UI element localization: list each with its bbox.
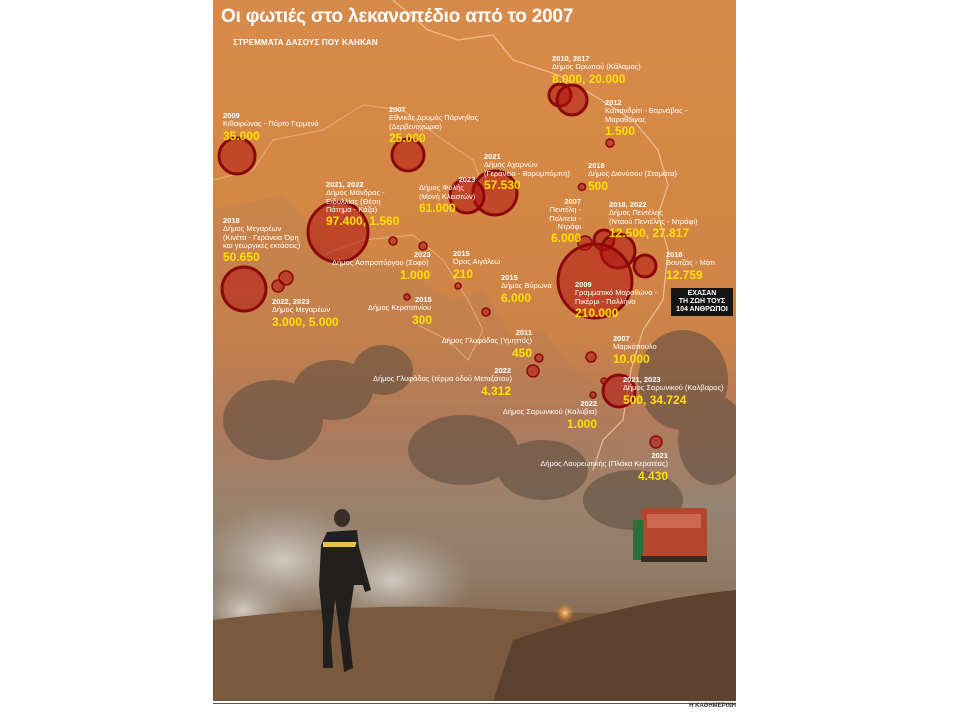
fire-value: 57.530 — [484, 177, 521, 192]
fire-circle-lavreotiki — [650, 436, 662, 448]
fire-label-aspropyrgos — [332, 251, 431, 282]
fire-label-penteli-2007 — [545, 198, 581, 245]
fire-label-lavreotiki — [531, 452, 668, 483]
fire-place: Δήμος Μεγαρέων — [272, 305, 331, 315]
fire-circle-megara1 — [222, 267, 266, 311]
fire-year: 2010, 2017 — [552, 54, 590, 63]
fire-value: 1.500 — [605, 123, 636, 138]
fire-place: (Κινέτα - Γεράνεια Όρη — [223, 232, 299, 242]
fire-place: Βουτζάς - Μάτι — [666, 258, 715, 268]
fire-circle-mati — [634, 255, 656, 277]
fire-year: 2011 — [515, 328, 532, 337]
fire-value: 61.000 — [419, 200, 456, 215]
fire-place: (Δερβενοχώρια) — [389, 121, 442, 131]
fire-value: 4.312 — [480, 383, 511, 398]
fire-value: 4.430 — [637, 468, 668, 483]
fire-circle-saronikos2 — [590, 392, 596, 398]
fire-label-ymittos-2011 — [429, 329, 532, 360]
fire-place: Καπανδρίτι - Βαρνάβας - — [605, 106, 688, 116]
fire-circle-ymittos1 — [535, 354, 543, 362]
fire-place: (Νταού Πεντέλης - Ντράφι) — [609, 216, 698, 226]
fire-place: Δήμος Βύρωνα — [501, 281, 552, 291]
fire-value: 50.650 — [223, 250, 260, 264]
fire-place: Δήμος Διονύσου (Σταμάτα) — [588, 169, 677, 179]
fire-label-keratsini — [368, 296, 432, 327]
fire-label-fyli — [419, 176, 475, 215]
fire-label-mandra — [326, 181, 399, 228]
fire-year: 2021, 2023 — [623, 375, 661, 384]
fire-label-penteli-2018 — [609, 201, 698, 240]
fire-year: 2007 — [564, 197, 581, 206]
fire-value: 450 — [511, 345, 532, 360]
fire-place: Δήμος Σαρωνικού (Καλβαρος) — [623, 383, 724, 393]
death-toll-line: ΤΗ ΖΩΗ ΤΟΥΣ — [678, 298, 726, 306]
fire-place: Γραμματικό Μαραθώνα - — [575, 288, 658, 298]
infographic-map — [213, 0, 736, 701]
fire-label-saronikos-2022 — [493, 400, 597, 431]
fire-value: 1.000 — [400, 267, 431, 282]
fire-label-oropos — [552, 55, 641, 86]
fire-year: 2007 — [613, 334, 630, 343]
fire-value: 6.000 — [501, 290, 532, 305]
fire-year: 2018 — [588, 161, 605, 170]
fire-value: 1.000 — [566, 416, 597, 431]
fire-year: 2015 — [415, 295, 432, 304]
fire-year: 2022 — [580, 399, 597, 408]
fire-label-markopoulo — [613, 335, 657, 366]
fire-place: Δήμος Γλυφάδας (τέρμα οδού Μεταξάτου) — [373, 374, 512, 384]
fire-label-dionysos — [588, 162, 677, 193]
fire-circle-mandra — [389, 237, 397, 245]
fire-label-mati — [666, 251, 715, 282]
fire-circle-aspropyrgos — [419, 242, 427, 250]
fire-year: 2015 — [453, 249, 470, 258]
fire-place: Όρος Αιγάλεω — [453, 257, 501, 267]
fire-place: Μαρκόπουλο — [613, 342, 657, 352]
fire-place: Δήμος Ωρωπού (Κάλαμος) — [552, 62, 641, 72]
fire-year: 2018 — [223, 216, 240, 225]
fire-year: 2009 — [575, 280, 592, 289]
fire-value: 10.000 — [613, 351, 650, 366]
fire-value: 97.400, 1.560 — [326, 214, 400, 228]
fire-circle-ymittos2 — [527, 365, 539, 377]
fire-year: 2023 — [458, 175, 476, 184]
fire-year: 2021 — [484, 152, 501, 161]
fire-place: Μαραθώνας — [605, 114, 646, 124]
fire-circle-vyronas — [482, 308, 490, 316]
fire-value: 25.000 — [389, 130, 426, 145]
fire-circle-dionysos — [579, 184, 586, 191]
fire-year: 2022, 2023 — [272, 297, 310, 306]
fire-place: Δήμος Σαρωνικού (Καλύβια) — [502, 407, 597, 417]
fire-year: 2012 — [605, 98, 622, 107]
fire-value: 3.000, 5.000 — [272, 314, 339, 329]
infographic-title: Οι φωτιές στο λεκανοπέδιο από το 2007 — [221, 6, 574, 27]
fire-year: 2018 — [666, 250, 683, 259]
fire-place: Πολιτεία - — [549, 213, 581, 223]
fire-circle-aigaleo — [455, 283, 461, 289]
fire-circle-megara2 — [279, 271, 293, 285]
fire-label-kapandriti — [605, 99, 687, 138]
death-toll-line: 104 ΑΝΘΡΩΠΟΙ — [676, 306, 728, 314]
fire-value: 12.500, 27.817 — [609, 225, 690, 240]
fire-place: Δήμος Αχαρνών — [484, 160, 538, 170]
fire-circle-oropos — [557, 85, 587, 115]
fire-label-parnitha — [389, 106, 478, 145]
death-toll-box — [671, 288, 733, 316]
fire-circle-markopoulo — [586, 352, 596, 362]
fire-place: Δήμος Μάνδρας - — [326, 188, 385, 198]
fire-year: 2023 — [414, 250, 431, 259]
credit-label: Η ΚΑΘΗΜΕΡΙΝΗ — [689, 703, 736, 709]
fire-year: 2015 — [501, 273, 518, 282]
fire-label-aigaleo — [453, 250, 500, 281]
fire-value: 12.759 — [666, 267, 703, 282]
fire-label-acharnes — [484, 153, 570, 192]
fire-label-megara-2018 — [223, 217, 300, 264]
death-toll-line: ΕΧΑΣΑΝ — [687, 290, 717, 297]
fire-place: Δήμος Φυλής — [419, 183, 464, 193]
fire-value: 300 — [412, 312, 433, 327]
fire-value: 6.000 — [550, 231, 581, 245]
fire-place: Δήμος Λαυρεωτικής (Πλάκα Κερατέας) — [540, 459, 668, 469]
fire-value: 8.000, 20.000 — [552, 71, 626, 86]
infographic-subtitle: ΣΤΡΕΜΜΑΤΑ ΔΑΣΟΥΣ ΠΟΥ ΚΑΗΚΑΝ — [233, 38, 378, 47]
fire-place: Ντράφι — [557, 221, 581, 231]
fire-place: Δήμος Γλυφάδας (Υμηττός) — [441, 336, 532, 346]
fire-year: 2022 — [494, 366, 511, 375]
fire-place: (Μονή Κλειστών) — [419, 191, 476, 201]
fire-place: Δήμος Κερατσινίου — [368, 303, 432, 313]
fire-label-ymittos-2022 — [373, 367, 511, 398]
fire-place: Εθνικός Δρυμός Πάρνηθας — [389, 113, 479, 123]
fire-year: 2021, 2022 — [326, 180, 364, 189]
fire-value: 500 — [588, 178, 609, 193]
fire-value: 500, 34.724 — [623, 392, 687, 407]
fire-year: 2018, 2022 — [609, 200, 647, 209]
fire-label-marathonas — [575, 281, 657, 320]
fire-value: 210 — [453, 266, 474, 281]
fire-place: Δήμος Μεγαρέων — [223, 224, 282, 234]
fire-label-saronikos-2021 — [623, 376, 724, 407]
fire-place: Πάτημα - Κάζα) — [326, 204, 378, 214]
fire-year: 2009 — [223, 111, 240, 120]
fire-value: 210.000 — [575, 305, 619, 320]
fire-value: 35.000 — [223, 128, 260, 143]
fire-label-vyronas — [501, 274, 552, 305]
fire-place: Δήμος Πεντέλης — [609, 208, 663, 218]
fire-label-megara-2022 — [272, 298, 339, 329]
fire-place: και γεωργικές εκτάσεις) — [223, 240, 301, 250]
fire-place: Πεντέλη - — [549, 205, 581, 215]
fire-place: Κιθαιρώνας - Πόρτο Γερμενό — [223, 119, 319, 129]
fire-place: Πικέρμι - Παλλήνα — [575, 296, 636, 306]
fire-circle-kithaironas — [219, 138, 255, 174]
fire-year: 2007 — [389, 105, 406, 114]
fire-place: (Γεράνεια - Βαρυμπόμπη) — [484, 168, 570, 178]
fire-circle-kapandriti — [606, 139, 614, 147]
fire-label-kithaironas — [223, 112, 319, 143]
footer-rule — [213, 703, 736, 704]
fire-place: Δήμος Ασπροπύργου (Σοφό) — [332, 258, 429, 268]
fire-place: Ειδυλλίας (Θέση — [326, 196, 381, 206]
fire-year: 2021 — [651, 451, 668, 460]
